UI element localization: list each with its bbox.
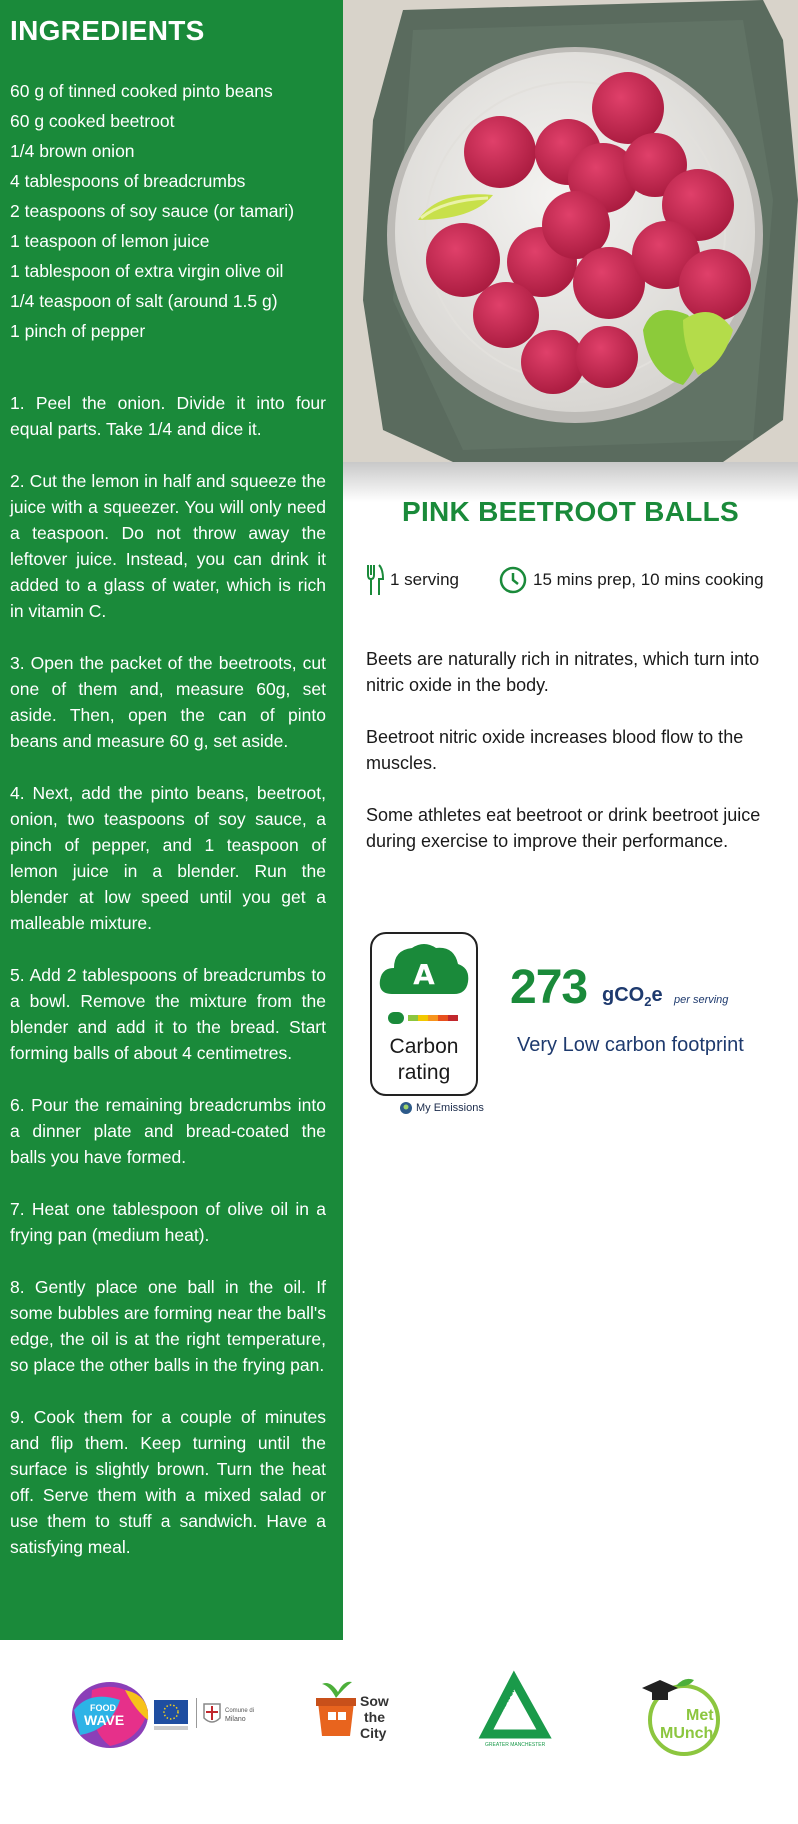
description-paragraph: Beetroot nitric oxide increases blood flow to the muscles. bbox=[366, 727, 744, 773]
unit-subscript: 2 bbox=[644, 994, 652, 1009]
method-step: 6. Pour the remaining breadcrumbs into a dinner plate and bread-coated the balls you have formed. bbox=[10, 1095, 326, 1167]
groundwork-subtext: GREATER MANCHESTER bbox=[485, 1742, 546, 1748]
dish-illustration bbox=[343, 0, 798, 462]
groundwork-text: GROUNDWORK bbox=[487, 1681, 521, 1731]
ingredient-item: 60 g of tinned cooked pinto beans bbox=[10, 81, 273, 101]
ingredient-item: 60 g cooked beetroot bbox=[10, 111, 175, 131]
servings-info bbox=[366, 562, 459, 598]
carbon-value: 273 bbox=[510, 961, 588, 1014]
ingredient-item: 1/4 teaspoon of salt (around 1.5 g) bbox=[10, 291, 278, 311]
unit-suffix: e bbox=[651, 984, 663, 1006]
description-paragraph: Some athletes eat beetroot or drink beetroot juice during exercise to improve their performance. bbox=[366, 805, 761, 851]
rating-scale bbox=[388, 1012, 460, 1024]
recipe-description bbox=[366, 646, 781, 880]
comune-text-1: Comune di bbox=[225, 1708, 255, 1714]
carbon-rating-panel bbox=[366, 926, 786, 1121]
carbon-footprint-rating: Very Low carbon footprint bbox=[517, 1034, 744, 1056]
recipe-title: PINK BEETROOT BALLS bbox=[401, 496, 740, 527]
description-paragraph: Beets are naturally rich in nitrates, which turn into nitric oxide in the body. bbox=[366, 649, 760, 695]
method-steps bbox=[10, 390, 326, 1560]
ingredient-item: 1 tablespoon of extra virgin olive oil bbox=[10, 261, 284, 281]
ingredient-item: 1 teaspoon of lemon juice bbox=[10, 231, 210, 251]
met-munch-logo bbox=[642, 1679, 718, 1754]
ingredients-heading: INGREDIENTS bbox=[10, 15, 205, 46]
cloud-icon bbox=[378, 940, 470, 1004]
dish-photo bbox=[343, 0, 798, 462]
met-text: Met bbox=[686, 1707, 714, 1724]
comune-di-milano-logo bbox=[204, 1704, 254, 1723]
ingredient-item: 1/4 brown onion bbox=[10, 141, 135, 161]
comune-text-2: Milano bbox=[225, 1716, 246, 1723]
method-step: 9. Cook them for a couple of minutes and flip them. Keep turning until the surface is slightly brown. Turn the heat off. Serve them with a mixed salad or use them to stuff a sandwich. Have a satisfying meal. bbox=[10, 1407, 326, 1557]
sow-text-2: the bbox=[364, 1709, 385, 1725]
method-step: 5. Add 2 tablespoons of breadcrumbs to a bowl. Remove the mixture from the blender and add it to the bread. Start forming balls of about 4 centimetres. bbox=[10, 965, 326, 1063]
my-emissions-logo-icon bbox=[400, 1102, 412, 1114]
carbon-unit bbox=[602, 984, 663, 1009]
method-step: 3. Open the packet of the beetroots, cut one of them and, measure 60g, set aside. Then, open the can of pinto beans and measure 60 g, set aside. bbox=[10, 653, 326, 751]
ingredient-item: 2 teaspoons of soy sauce (or tamari) bbox=[10, 201, 295, 221]
carbon-label bbox=[372, 1034, 476, 1086]
ingredient-item: 1 pinch of pepper bbox=[10, 321, 146, 341]
carbon-grade: A bbox=[413, 958, 435, 991]
logo-strip bbox=[0, 1660, 798, 1770]
method-step: 1. Peel the onion. Divide it into four equal parts. Take 1/4 and dice it. bbox=[10, 393, 326, 439]
method-step: 2. Cut the lemon in half and squeeze the juice with a squeezer. You will only need a teaspoon. Do not throw away the leftover juice. Instead, you can drink it added to a glass of water, which is rich in vitamin C. bbox=[10, 471, 326, 621]
servings-text: 1 serving bbox=[390, 570, 459, 589]
carbon-label-line2: rating bbox=[397, 1061, 451, 1084]
sow-the-city-logo bbox=[316, 1682, 389, 1741]
time-text: 15 mins prep, 10 mins cooking bbox=[533, 570, 764, 589]
my-emissions-brand bbox=[400, 1102, 484, 1114]
method-step: 4. Next, add the pinto beans, beetroot, onion, two teaspoons of soy sauce, a pinch of pepper, and 1 teaspoon of lemon juice in a blender. Run the blender at low speed until you get a malleable mixture. bbox=[10, 783, 326, 933]
clock-icon bbox=[499, 566, 527, 594]
groundwork-logo bbox=[485, 1680, 546, 1748]
ingredients-panel bbox=[0, 0, 343, 1640]
food-wave-text-1: FOOD bbox=[90, 1703, 116, 1713]
carbon-label-line1: Carbon bbox=[389, 1035, 459, 1058]
method-step: 8. Gently place one ball in the oil. If some bubbles are forming near the ball's edge, the oil is at the right temperature, so place the other balls in the frying pan. bbox=[10, 1277, 326, 1375]
carbon-badge bbox=[370, 932, 478, 1096]
eu-flag-icon bbox=[154, 1700, 188, 1730]
fork-knife-icon bbox=[366, 563, 384, 597]
partner-logos bbox=[0, 1660, 798, 1770]
ingredient-item: 4 tablespoons of breadcrumbs bbox=[10, 171, 246, 191]
food-wave-logo bbox=[72, 1682, 148, 1748]
time-info bbox=[499, 562, 764, 598]
my-emissions-text: My Emissions bbox=[416, 1102, 484, 1114]
sow-text-3: City bbox=[360, 1725, 387, 1741]
recipe-meta bbox=[366, 562, 786, 602]
per-serving-label: per serving bbox=[674, 994, 729, 1006]
method-step: 7. Heat one tablespoon of olive oil in a frying pan (medium heat). bbox=[10, 1199, 326, 1245]
unit-prefix: gCO bbox=[602, 984, 645, 1006]
sow-text-1: Sow bbox=[360, 1693, 389, 1709]
ingredient-list bbox=[10, 76, 326, 346]
food-wave-text-2: WAVE bbox=[84, 1712, 125, 1728]
munch-text: MUnch bbox=[660, 1725, 714, 1742]
